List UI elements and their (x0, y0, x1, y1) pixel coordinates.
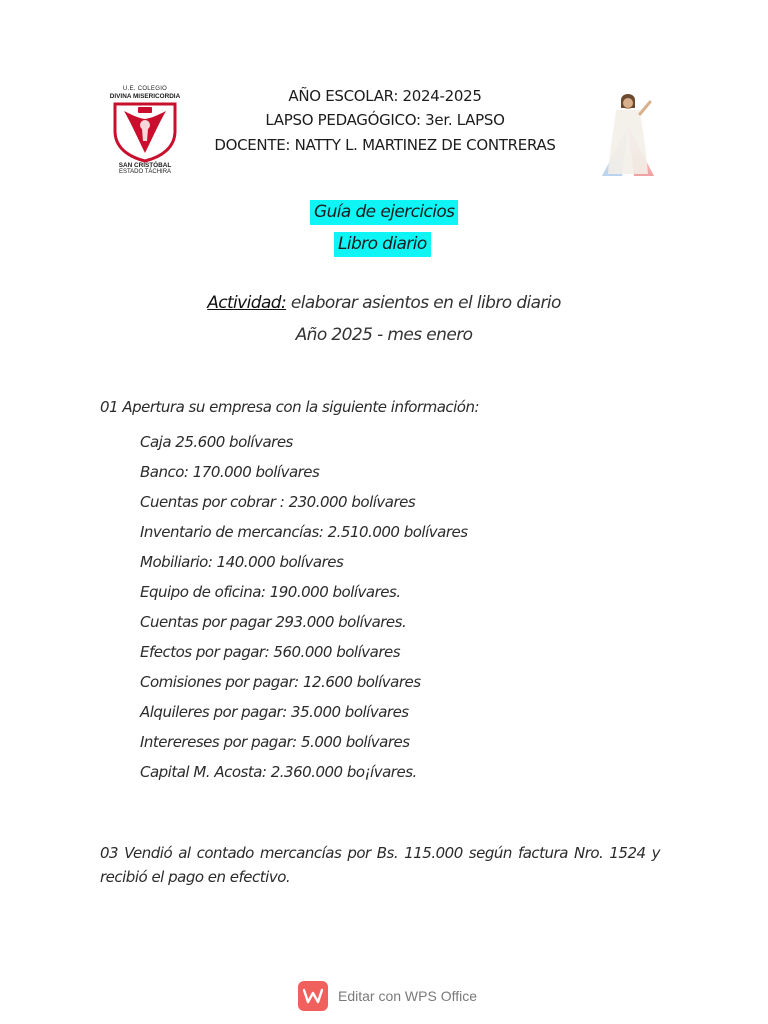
list-item: Capital M. Acosta: 2.360.000 bo¡ívares. (140, 763, 417, 781)
school-year: AÑO ESCOLAR: 2024-2025 (288, 87, 482, 105)
activity-text: elaborar asientos en el libro diario (286, 293, 561, 313)
entry-01-intro: 01 Apertura su empresa con la siguiente información: (100, 398, 480, 416)
wps-office-icon (298, 981, 328, 1011)
logo-text-school-name: DIVINA MISERICORDIA (109, 93, 181, 100)
list-item: Inventario de mercancías: 2.510.000 bolívares (140, 523, 468, 541)
logo-text-state: ESTADO TÁCHIRA (118, 169, 172, 175)
logo-text-city: SAN CRISTÓBAL (118, 162, 172, 169)
list-item: Alquileres por pagar: 35.000 bolívares (140, 703, 409, 721)
guide-title: Guía de ejercicios (310, 200, 458, 225)
list-item: Cuentas por cobrar : 230.000 bolívares (140, 493, 416, 511)
list-item: Banco: 170.000 bolívares (140, 463, 320, 481)
logo-text-school-type: U.E. COLEGIO (122, 86, 168, 92)
activity-label: Actividad: (207, 293, 287, 313)
activity-period (0, 325, 768, 345)
divine-mercy-image (596, 88, 660, 178)
wps-edit-label: Editar con WPS Office (338, 988, 478, 1004)
entry-03-paragraph: 03 Vendió al contado mercancías por Bs. 115.000 según factura Nro. 1524 y recibió el pago en efectivo. (100, 844, 660, 886)
list-item: Interereses por pagar: 5.000 bolívares (140, 733, 410, 751)
guide-subtitle: Libro diario (334, 232, 431, 257)
school-logo (100, 86, 190, 178)
teacher: DOCENTE: NATTY L. MARTINEZ DE CONTRERAS (214, 136, 556, 154)
list-item: Cuentas por pagar 293.000 bolívares. (140, 613, 407, 631)
activity-period-text: Año 2025 - mes enero (295, 325, 473, 345)
list-item: Caja 25.600 bolívares (140, 433, 293, 451)
list-item: Equipo de oficina: 190.000 bolívares. (140, 583, 401, 601)
wps-edit-button[interactable] (298, 980, 477, 1012)
school-shield-icon (112, 101, 178, 163)
activity-line (0, 293, 768, 313)
list-item: Mobiliario: 140.000 bolívares (140, 553, 344, 571)
list-item: Comisiones por pagar: 12.600 bolívares (140, 673, 421, 691)
term: LAPSO PEDAGÓGICO: 3er. LAPSO (265, 111, 505, 129)
list-item: Efectos por pagar: 560.000 bolívares (140, 643, 401, 661)
